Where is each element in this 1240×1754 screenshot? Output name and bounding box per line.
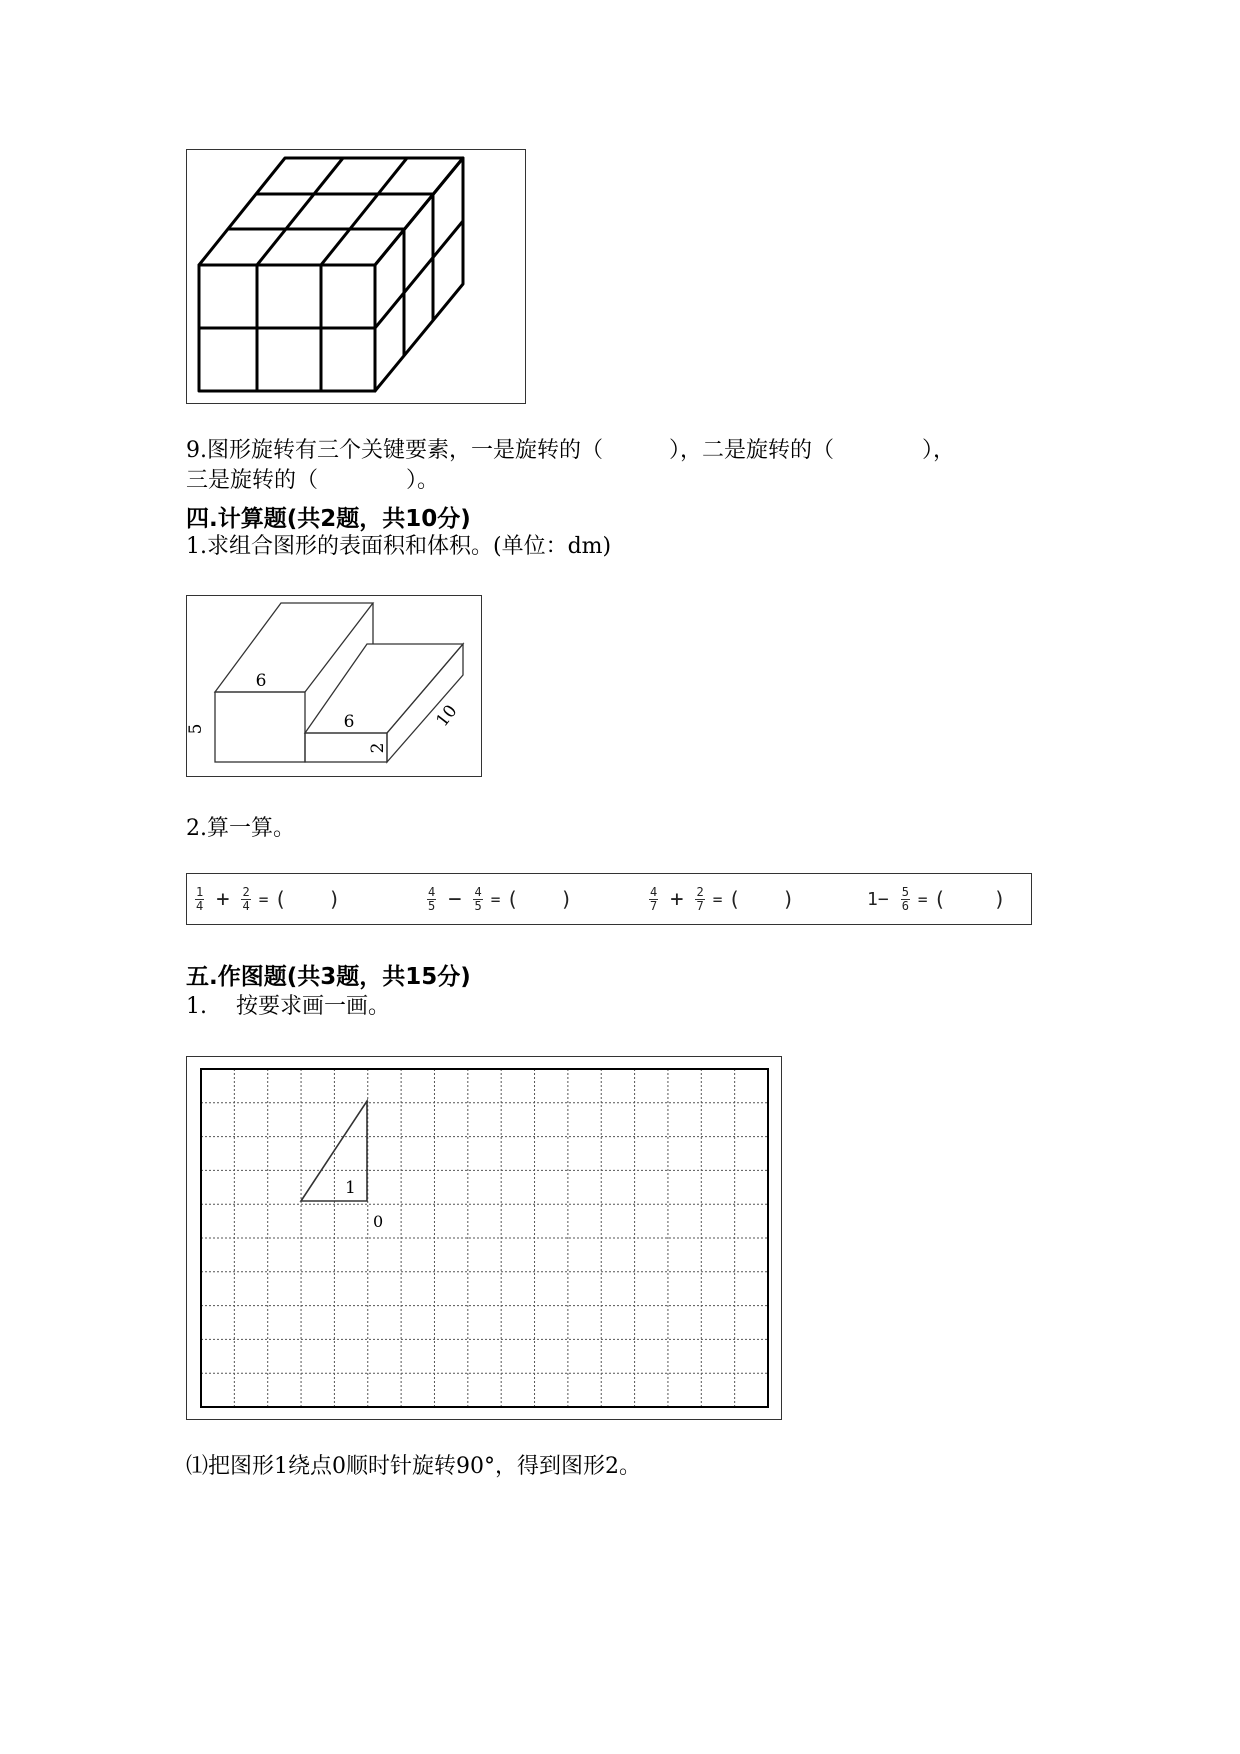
fraction-denominator: 5 <box>474 898 482 913</box>
answer-close-paren: ) <box>782 887 795 911</box>
answer-close-paren: ) <box>328 887 341 911</box>
label-left-height: 5 <box>187 723 206 735</box>
expression-4 <box>867 874 1008 924</box>
fraction-denominator: 4 <box>242 898 250 913</box>
equals-sign: = <box>258 889 269 909</box>
label-top-length: 6 <box>255 671 267 691</box>
fraction-denominator: 6 <box>901 898 909 913</box>
fraction-numerator: 5 <box>901 884 909 899</box>
fraction-numerator: 2 <box>696 884 704 899</box>
section-5-question-1: 1. 按要求画一画。 <box>186 994 390 1019</box>
fraction <box>195 886 204 913</box>
question-9-line-2: 三是旋转的（ ）。 <box>186 468 440 493</box>
answer-close-paren: ) <box>560 887 573 911</box>
question-9-line-1: 9.图形旋转有三个关键要素，一是旋转的（ ），二是旋转的（ ）， <box>186 438 955 463</box>
fraction <box>473 886 482 913</box>
answer-open-paren: ( <box>274 887 287 911</box>
expression-2 <box>423 874 574 924</box>
fraction-numerator: 2 <box>242 884 250 899</box>
equals-sign: = <box>917 889 928 909</box>
section-4-question-1: 1.求组合图形的表面积和体积。(单位：dm) <box>186 534 612 559</box>
fraction-numerator: 1 <box>196 884 204 899</box>
answer-open-paren: ( <box>506 887 519 911</box>
cube-stack-drawing <box>187 150 525 403</box>
fraction-numerator: 4 <box>474 884 482 899</box>
cube-stack-figure <box>186 149 526 404</box>
fraction <box>695 886 704 913</box>
fraction-denominator: 7 <box>650 898 658 913</box>
answer-open-paren: ( <box>728 887 741 911</box>
answer-close-paren: ) <box>993 887 1006 911</box>
rotation-point-label: 0 <box>373 1212 384 1231</box>
equals-sign: = <box>490 889 501 909</box>
fraction <box>241 886 250 913</box>
fraction-denominator: 4 <box>196 898 204 913</box>
expression-1 <box>191 874 342 924</box>
answer-open-paren: ( <box>933 887 946 911</box>
fraction <box>427 886 436 913</box>
fraction-expression-box <box>186 873 1032 925</box>
section-5-heading: 五.作图题(共3题，共15分) <box>186 964 471 990</box>
label-step-height: 2 <box>368 742 388 754</box>
rotation-grid-figure <box>186 1056 782 1420</box>
fraction-denominator: 7 <box>696 898 704 913</box>
fraction-numerator: 4 <box>650 884 658 899</box>
operator: − <box>448 886 462 912</box>
operator: + <box>216 886 230 912</box>
label-depth: 10 <box>432 701 462 731</box>
equals-sign: = <box>712 889 723 909</box>
fraction <box>901 886 910 913</box>
grid-drawing <box>187 1057 781 1419</box>
expression-3 <box>645 874 796 924</box>
composite-solid-figure <box>186 595 482 777</box>
whole-minus: 1− <box>867 888 889 910</box>
fraction-denominator: 5 <box>428 898 436 913</box>
label-step-length: 6 <box>343 712 355 732</box>
fraction-numerator: 4 <box>428 884 436 899</box>
section-5-subquestion-1: ⑴把图形1绕点0顺时针旋转90°，得到图形2。 <box>186 1454 641 1479</box>
section-4-question-2: 2.算一算。 <box>186 816 295 841</box>
composite-solid-drawing <box>187 596 481 776</box>
fraction <box>649 886 658 913</box>
section-4-heading: 四.计算题(共2题，共10分) <box>186 506 471 532</box>
triangle-label: 1 <box>345 1178 356 1198</box>
operator: + <box>670 886 684 912</box>
